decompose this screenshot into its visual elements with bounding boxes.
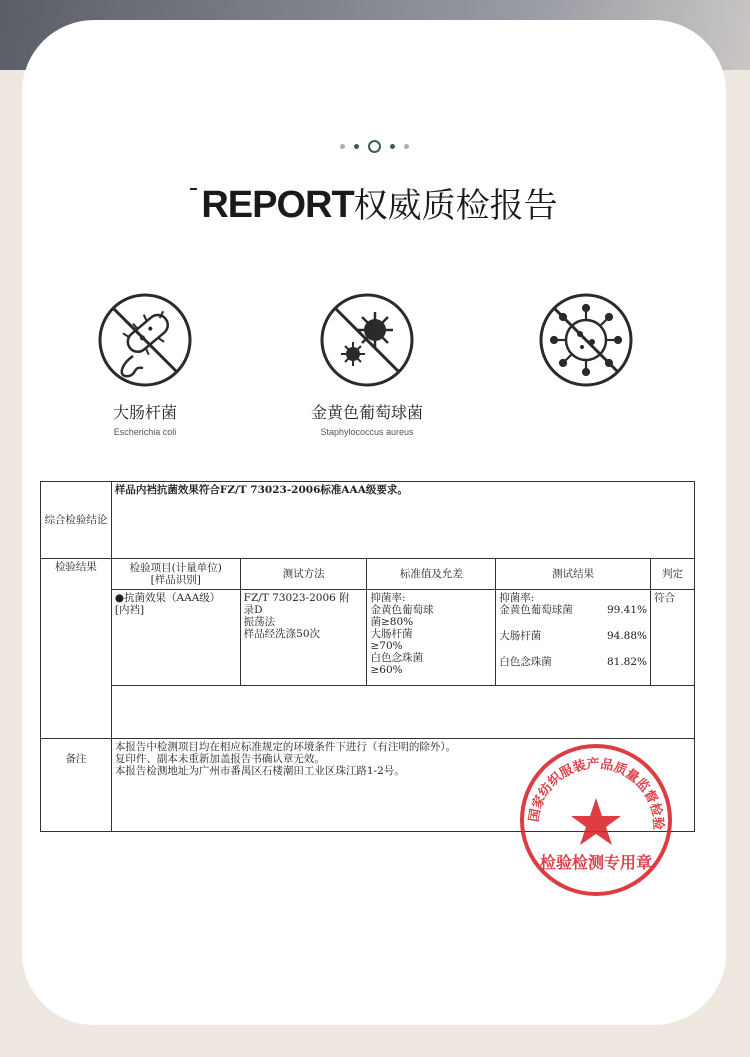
standard-line: 菌≥80% [370, 616, 414, 629]
item-line: ●抗菌效果（AAA级） [114, 592, 221, 604]
coccus-prohibited-icon [319, 292, 415, 388]
result-name: 大肠杆菌 [499, 630, 542, 643]
caption-staph [277, 400, 457, 437]
official-stamp [516, 740, 676, 900]
summary-label: 综合检验结论 [41, 482, 112, 559]
result-name: 金黄色葡萄球菌 [499, 604, 573, 617]
col-method: 测试方法 [240, 559, 367, 590]
cell-item [111, 590, 240, 686]
result-value: 99.41% [606, 604, 648, 617]
caption-ecoli [72, 400, 218, 437]
remarks-label: 备注 [41, 739, 112, 832]
standard-line: 抑菌率: [370, 592, 406, 604]
col-result: 测试结果 [496, 559, 651, 590]
remark-line: 本报告中检测项目均在相应标准规定的环境条件下进行（有注明的除外）。 [114, 741, 457, 753]
col-standard: 标准值及允差 [367, 559, 496, 590]
standard-line: ≥60% [370, 664, 403, 677]
standard-line: ≥70% [370, 640, 403, 653]
col-item-label: 检验项目(计量单位) [129, 561, 222, 574]
remark-line: 本报告检测地址为广州市番禺区石楼潮田工业区珠江路1-2号。 [114, 765, 405, 778]
cell-result [496, 590, 651, 686]
dot [404, 144, 409, 149]
item-line: [内裆] [114, 604, 145, 617]
cell-method [240, 590, 367, 686]
stamp-bottom-text: 检验检测专用章 [539, 853, 653, 872]
result-line [499, 630, 647, 642]
title-dash [190, 188, 197, 190]
bacteria-name-en: Escherichia coli [113, 427, 177, 437]
method-line: 录D [243, 604, 263, 617]
result-line [499, 656, 647, 668]
dot-ring [368, 140, 381, 153]
bacteria-name-cn: 金黄色葡萄球菌 [310, 403, 423, 422]
summary-text: 样品内裆抗菌效果符合FZ/T 73023-2006标准AAA级要求。 [111, 482, 694, 559]
remark-line: 复印件、副本未重新加盖报告书确认章无效。 [114, 753, 325, 766]
result-label: 检验结果 [41, 559, 112, 739]
col-item-sub: [样品识别] [150, 574, 201, 586]
title-cn: 权威质检报告 [353, 186, 558, 226]
test-report [40, 481, 715, 872]
result-value: 81.82% [606, 656, 648, 669]
decorative-dots [22, 140, 726, 153]
dot [340, 144, 345, 149]
standard-line: 白色念珠菌 [370, 652, 423, 665]
stamp-ring-text: 国家纺织服装产品质量监督检验 [526, 756, 666, 831]
result-value: 94.88% [606, 630, 648, 643]
standard-line: 大肠杆菌 [370, 628, 413, 641]
empty-row [111, 686, 694, 739]
standard-line: 金黄色葡萄球 [370, 604, 434, 617]
title-en: REPORT [201, 184, 354, 226]
bacteria-name-cn: 大肠杆菌 [112, 403, 177, 422]
result-line [499, 604, 647, 616]
method-line: FZ/T 73023-2006 附 [243, 592, 350, 604]
method-line: 振荡法 [243, 616, 276, 629]
cell-verdict: 符合 [651, 590, 695, 686]
cell-standard [367, 590, 496, 686]
content-card [22, 20, 726, 1025]
dot [390, 144, 395, 149]
result-header: 抑菌率: [499, 592, 535, 604]
method-line: 样品经洗涤50次 [243, 628, 321, 641]
virus-prohibited-icon [538, 292, 634, 388]
bacteria-name-en: Staphylococcus aureus [320, 427, 414, 437]
col-verdict: 判定 [651, 559, 695, 590]
page-title [22, 178, 726, 227]
bacillus-prohibited-icon [97, 292, 193, 388]
result-name: 白色念珠菌 [499, 656, 552, 669]
dot [354, 144, 359, 149]
col-item [111, 559, 240, 590]
